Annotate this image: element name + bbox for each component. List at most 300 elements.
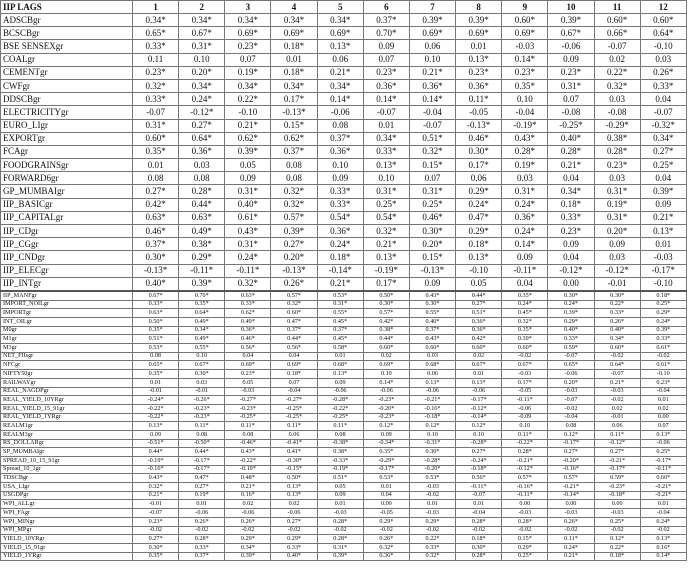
value-cell: 0.33* <box>133 40 179 53</box>
table-row <box>1 79 687 92</box>
row-label: M0gr <box>1 326 133 335</box>
value-cell: 0.26* <box>179 517 225 526</box>
value-cell: 0.01 <box>640 396 686 405</box>
value-cell: 0.09 <box>317 491 363 500</box>
value-cell: 0.44* <box>133 448 179 457</box>
value-cell: -0.27* <box>271 396 317 405</box>
value-cell: 0.09 <box>409 277 455 291</box>
value-cell: 0.27* <box>594 448 640 457</box>
value-cell: 0.39* <box>640 326 686 335</box>
value-cell: 0.36* <box>456 79 502 92</box>
row-label: RS_DOLLARgr <box>1 439 133 448</box>
lag-header-10: 10 <box>548 1 594 14</box>
value-cell: -0.02 <box>225 526 271 535</box>
value-cell: -0.03 <box>640 251 686 264</box>
row-label: TDSCBgr <box>1 474 133 483</box>
row-label: REAL_YIELD_15_91gr <box>1 404 133 413</box>
value-cell: -0.14* <box>456 413 502 422</box>
value-cell: 0.04 <box>548 251 594 264</box>
table-row <box>1 211 687 224</box>
value-cell: 0.29* <box>640 309 686 318</box>
value-cell: 0.69* <box>363 361 409 370</box>
value-cell: 0.69* <box>225 27 271 40</box>
value-cell: -0.11* <box>179 264 225 277</box>
table-row <box>1 27 687 40</box>
value-cell: 0.01 <box>317 500 363 509</box>
value-cell: -0.18* <box>456 465 502 474</box>
value-cell: 0.34* <box>548 185 594 198</box>
value-cell: 0.00 <box>502 500 548 509</box>
value-cell: 0.34* <box>271 14 317 27</box>
value-cell: 0.18* <box>594 552 640 561</box>
value-cell: -0.11* <box>502 491 548 500</box>
row-label: GP_MUMBAIgr <box>1 185 133 198</box>
value-cell: 0.31* <box>225 238 271 251</box>
value-cell: -0.05 <box>363 509 409 518</box>
row-label: EURO_LIgr <box>1 119 133 132</box>
value-cell: 0.39* <box>409 14 455 27</box>
value-cell: 0.60* <box>502 344 548 353</box>
value-cell: 0.43* <box>225 448 271 457</box>
value-cell: 0.29* <box>456 185 502 198</box>
value-cell: 0.02 <box>225 500 271 509</box>
value-cell: -0.28* <box>317 396 363 405</box>
value-cell: 0.68* <box>409 361 455 370</box>
value-cell: 0.27* <box>133 185 179 198</box>
value-cell: 0.19* <box>502 159 548 172</box>
value-cell: 0.23* <box>640 378 686 387</box>
value-cell: 0.25* <box>640 448 686 457</box>
value-cell: 0.04 <box>640 93 686 106</box>
value-cell: 0.09 <box>502 251 548 264</box>
value-cell: 0.36* <box>363 552 409 561</box>
value-cell: 0.35* <box>133 552 179 561</box>
value-cell: -0.32* <box>640 119 686 132</box>
value-cell: 0.40* <box>548 326 594 335</box>
value-cell: 0.40* <box>271 552 317 561</box>
value-cell: 0.07 <box>363 53 409 66</box>
value-cell: 0.53* <box>133 344 179 353</box>
value-cell: -0.27* <box>225 396 271 405</box>
value-cell: 0.70* <box>363 27 409 40</box>
row-label: COALgr <box>1 53 133 66</box>
value-cell: 0.32* <box>409 552 455 561</box>
value-cell: 0.13* <box>640 225 686 238</box>
value-cell: 0.24* <box>640 517 686 526</box>
value-cell: -0.06 <box>363 387 409 396</box>
value-cell: -0.17* <box>640 457 686 466</box>
value-cell: -0.02 <box>548 526 594 535</box>
row-label: SPREAD_10_15_91gr <box>1 457 133 466</box>
value-cell: 0.13* <box>456 378 502 387</box>
value-cell: -0.19* <box>502 119 548 132</box>
value-cell: 0.08 <box>179 430 225 439</box>
value-cell: 0.24* <box>456 198 502 211</box>
table-row <box>1 53 687 66</box>
row-label: WPI_MPgr <box>1 526 133 535</box>
value-cell: 0.53* <box>317 291 363 300</box>
value-cell: 0.31* <box>594 211 640 224</box>
value-cell: -0.07 <box>594 40 640 53</box>
value-cell: 0.23* <box>225 370 271 379</box>
value-cell: -0.28* <box>456 439 502 448</box>
value-cell: -0.02 <box>409 491 455 500</box>
value-cell: 0.20* <box>409 238 455 251</box>
value-cell: -0.02 <box>456 526 502 535</box>
value-cell: -0.03 <box>594 509 640 518</box>
value-cell: 0.34* <box>363 132 409 145</box>
value-cell: 0.22* <box>409 535 455 544</box>
value-cell: -0.12* <box>179 106 225 119</box>
value-cell: 0.32* <box>271 198 317 211</box>
value-cell: 0.30* <box>409 300 455 309</box>
value-cell: -0.04 <box>640 509 686 518</box>
value-cell: -0.06 <box>317 106 363 119</box>
value-cell: -0.06 <box>409 387 455 396</box>
table-row <box>1 465 687 474</box>
value-cell: 0.34* <box>133 14 179 27</box>
table-row <box>1 517 687 526</box>
value-cell: -0.03 <box>317 509 363 518</box>
value-cell: -0.29* <box>363 457 409 466</box>
table-row <box>1 422 687 431</box>
table-row <box>1 404 687 413</box>
table-row <box>1 318 687 327</box>
table-row <box>1 448 687 457</box>
value-cell: 0.00 <box>594 500 640 509</box>
value-cell: 0.36* <box>317 225 363 238</box>
lag-header-6: 6 <box>363 1 409 14</box>
value-cell: -0.12* <box>548 264 594 277</box>
value-cell: -0.12* <box>502 465 548 474</box>
value-cell: -0.21* <box>409 396 455 405</box>
value-cell: -0.16* <box>502 483 548 492</box>
value-cell: 0.09 <box>317 172 363 185</box>
row-label: WPI_FAgr <box>1 509 133 518</box>
value-cell: 0.13* <box>133 422 179 431</box>
value-cell: 0.11* <box>456 93 502 106</box>
value-cell: -0.02 <box>179 526 225 535</box>
row-label: CWFgr <box>1 79 133 92</box>
table-row <box>1 277 687 291</box>
value-cell: 0.13* <box>271 483 317 492</box>
value-cell: 0.38* <box>363 326 409 335</box>
value-cell: 0.10 <box>179 53 225 66</box>
value-cell: 0.04 <box>225 352 271 361</box>
value-cell: 0.29* <box>409 517 455 526</box>
value-cell: 0.37* <box>133 238 179 251</box>
value-cell: 0.66* <box>594 27 640 40</box>
value-cell: 0.05 <box>225 378 271 387</box>
value-cell: 0.69* <box>409 27 455 40</box>
value-cell: 0.08 <box>133 352 179 361</box>
value-cell: 0.19* <box>179 491 225 500</box>
value-cell: 0.00 <box>363 500 409 509</box>
value-cell: 0.23* <box>548 225 594 238</box>
value-cell: 0.00 <box>640 413 686 422</box>
value-cell: 0.50* <box>363 291 409 300</box>
value-cell: 0.20* <box>271 251 317 264</box>
row-label: INT_OILgr <box>1 318 133 327</box>
value-cell: 0.69* <box>271 27 317 40</box>
table-row <box>1 543 687 552</box>
value-cell: 0.60* <box>640 14 686 27</box>
value-cell: 0.19* <box>594 198 640 211</box>
value-cell: 0.43* <box>225 225 271 238</box>
value-cell: -0.46* <box>225 439 271 448</box>
value-cell: 0.32* <box>594 79 640 92</box>
value-cell: 0.27* <box>179 119 225 132</box>
value-cell: 0.53* <box>363 474 409 483</box>
value-cell: -0.02 <box>409 526 455 535</box>
value-cell: 0.69* <box>271 361 317 370</box>
value-cell: 0.10 <box>363 172 409 185</box>
row-label: YIELD_1YRgr <box>1 552 133 561</box>
value-cell: 0.40* <box>409 318 455 327</box>
value-cell: 0.34* <box>225 543 271 552</box>
value-cell: 0.33* <box>133 93 179 106</box>
value-cell: 0.03 <box>594 251 640 264</box>
value-cell: 0.09 <box>640 198 686 211</box>
value-cell: 0.44* <box>363 335 409 344</box>
value-cell: 0.15* <box>409 251 455 264</box>
value-cell: 0.35* <box>133 370 179 379</box>
row-label: YIELD_15_91gr <box>1 543 133 552</box>
value-cell: 0.13* <box>363 251 409 264</box>
value-cell: -0.07 <box>133 509 179 518</box>
value-cell: -0.23* <box>179 413 225 422</box>
value-cell: 0.64* <box>179 309 225 318</box>
value-cell: 0.17* <box>363 277 409 291</box>
value-cell: 0.27* <box>271 517 317 526</box>
value-cell: 0.11* <box>271 422 317 431</box>
value-cell: -0.02 <box>502 526 548 535</box>
value-cell: 0.40* <box>548 132 594 145</box>
value-cell: 0.28* <box>179 185 225 198</box>
value-cell: 0.08 <box>548 422 594 431</box>
value-cell: 0.30* <box>363 300 409 309</box>
value-cell: -0.02 <box>548 404 594 413</box>
value-cell: 0.13* <box>640 430 686 439</box>
value-cell: 0.17* <box>502 378 548 387</box>
value-cell: 0.01 <box>133 378 179 387</box>
value-cell: 0.21* <box>409 66 455 79</box>
value-cell: 0.27* <box>548 448 594 457</box>
value-cell: 0.63* <box>133 309 179 318</box>
value-cell: 0.36* <box>456 318 502 327</box>
value-cell: -0.01 <box>133 387 179 396</box>
value-cell: 0.24* <box>502 225 548 238</box>
value-cell: 0.03 <box>179 378 225 387</box>
row-label: NIFTY50gr <box>1 370 133 379</box>
value-cell: 0.10 <box>456 430 502 439</box>
value-cell: 0.51* <box>409 132 455 145</box>
value-cell: 0.30* <box>594 291 640 300</box>
value-cell: 0.34* <box>179 79 225 92</box>
value-cell: -0.17* <box>548 439 594 448</box>
row-label: YIELD_10YRgr <box>1 535 133 544</box>
value-cell: 0.27* <box>456 448 502 457</box>
row-label: ADSCBgr <box>1 14 133 27</box>
table-row <box>1 430 687 439</box>
value-cell: -0.07 <box>133 106 179 119</box>
value-cell: 0.67* <box>502 361 548 370</box>
value-cell: 0.28* <box>317 535 363 544</box>
row-label: USA_LIgr <box>1 483 133 492</box>
value-cell: 0.27* <box>640 145 686 158</box>
top-section <box>1 14 687 291</box>
row-label: REALM1gr <box>1 422 133 431</box>
value-cell: 0.22* <box>225 93 271 106</box>
table-row <box>1 159 687 172</box>
value-cell: 0.56* <box>225 344 271 353</box>
value-cell: 0.29* <box>456 225 502 238</box>
value-cell: 0.03 <box>594 172 640 185</box>
table-row <box>1 483 687 492</box>
value-cell: 0.37* <box>179 552 225 561</box>
value-cell: 0.63* <box>225 291 271 300</box>
value-cell: 0.39* <box>317 552 363 561</box>
value-cell: 0.33* <box>548 211 594 224</box>
value-cell: -0.21* <box>594 457 640 466</box>
value-cell: 0.40* <box>594 326 640 335</box>
value-cell: -0.08 <box>548 106 594 119</box>
value-cell: 0.14* <box>363 378 409 387</box>
value-cell: -0.06 <box>225 509 271 518</box>
row-label: SP_MUMBAIgr <box>1 448 133 457</box>
value-cell: 0.44* <box>271 335 317 344</box>
value-cell: -0.29* <box>594 119 640 132</box>
value-cell: -0.10 <box>640 370 686 379</box>
value-cell: 0.37* <box>317 132 363 145</box>
row-label: BSE SENSEXgr <box>1 40 133 53</box>
table-row <box>1 387 687 396</box>
value-cell: 0.08 <box>317 430 363 439</box>
row-label: EXPORTgr <box>1 132 133 145</box>
row-label: BCSCBgr <box>1 27 133 40</box>
value-cell: 0.14* <box>640 552 686 561</box>
table-row <box>1 491 687 500</box>
value-cell: 0.57* <box>548 474 594 483</box>
value-cell: 0.29* <box>363 517 409 526</box>
value-cell: -0.11* <box>456 483 502 492</box>
value-cell: -0.17* <box>456 396 502 405</box>
value-cell: -0.05 <box>502 387 548 396</box>
value-cell: 0.33* <box>133 300 179 309</box>
value-cell: 0.33* <box>640 79 686 92</box>
value-cell: 0.08 <box>133 172 179 185</box>
value-cell: 0.29* <box>502 543 548 552</box>
value-cell: -0.10 <box>640 277 686 291</box>
value-cell: -0.23* <box>594 483 640 492</box>
value-cell: 0.10 <box>409 53 455 66</box>
table-row <box>1 413 687 422</box>
value-cell: 0.02 <box>594 404 640 413</box>
value-cell: 0.57* <box>271 211 317 224</box>
table-row <box>1 457 687 466</box>
value-cell: 0.60* <box>271 309 317 318</box>
value-cell: 0.34* <box>317 79 363 92</box>
value-cell: 0.26* <box>548 517 594 526</box>
value-cell: 0.18* <box>271 40 317 53</box>
value-cell: 0.31* <box>225 185 271 198</box>
row-label: IIP_INTgr <box>1 277 133 291</box>
value-cell: 0.36* <box>179 145 225 158</box>
table-row <box>1 119 687 132</box>
table-row <box>1 225 687 238</box>
lag-header-4: 4 <box>271 1 317 14</box>
table-row <box>1 309 687 318</box>
value-cell: -0.04 <box>502 106 548 119</box>
value-cell: -0.21* <box>502 457 548 466</box>
value-cell: 0.31* <box>133 119 179 132</box>
value-cell: 0.35* <box>133 326 179 335</box>
row-label: FCAgr <box>1 145 133 158</box>
value-cell: -0.18* <box>594 491 640 500</box>
table-row <box>1 251 687 264</box>
value-cell: 0.39* <box>225 145 271 158</box>
value-cell: -0.06 <box>271 509 317 518</box>
value-cell: 0.29* <box>179 251 225 264</box>
table-row <box>1 335 687 344</box>
value-cell: -0.12* <box>594 439 640 448</box>
value-cell: 0.60* <box>133 132 179 145</box>
value-cell: 0.33* <box>640 335 686 344</box>
value-cell: 0.28* <box>502 145 548 158</box>
value-cell: 0.32* <box>363 543 409 552</box>
value-cell: 0.25* <box>594 517 640 526</box>
value-cell: -0.13* <box>271 264 317 277</box>
value-cell: 0.20* <box>594 225 640 238</box>
value-cell: 0.30* <box>409 448 455 457</box>
value-cell: -0.02 <box>502 352 548 361</box>
value-cell: -0.02 <box>363 526 409 535</box>
value-cell: -0.23* <box>363 413 409 422</box>
value-cell: -0.17* <box>363 465 409 474</box>
value-cell: 0.12* <box>363 422 409 431</box>
value-cell: 0.34* <box>317 14 363 27</box>
value-cell: 0.33* <box>271 543 317 552</box>
value-cell: 0.35* <box>179 300 225 309</box>
value-cell: 0.21* <box>594 378 640 387</box>
value-cell: 0.18* <box>317 251 363 264</box>
value-cell: 0.67* <box>133 291 179 300</box>
value-cell: -0.07 <box>548 396 594 405</box>
value-cell: -0.16* <box>133 465 179 474</box>
table-row <box>1 474 687 483</box>
value-cell: 0.09 <box>225 172 271 185</box>
value-cell: 0.56* <box>271 344 317 353</box>
value-cell: 0.22* <box>594 300 640 309</box>
value-cell: 0.34* <box>179 326 225 335</box>
value-cell: -0.01 <box>179 387 225 396</box>
value-cell: 0.39* <box>548 309 594 318</box>
value-cell: 0.51* <box>133 335 179 344</box>
value-cell: 0.33* <box>317 185 363 198</box>
value-cell: 0.09 <box>548 238 594 251</box>
value-cell: 0.03 <box>502 172 548 185</box>
value-cell: 0.15* <box>271 119 317 132</box>
value-cell: 0.24* <box>548 300 594 309</box>
value-cell: 0.69* <box>456 27 502 40</box>
table-row <box>1 14 687 27</box>
value-cell: 0.28* <box>502 517 548 526</box>
table-row <box>1 40 687 53</box>
value-cell: 0.33* <box>179 543 225 552</box>
value-cell: 0.06 <box>594 422 640 431</box>
value-cell: 0.63* <box>133 211 179 224</box>
value-cell: 0.68* <box>317 361 363 370</box>
